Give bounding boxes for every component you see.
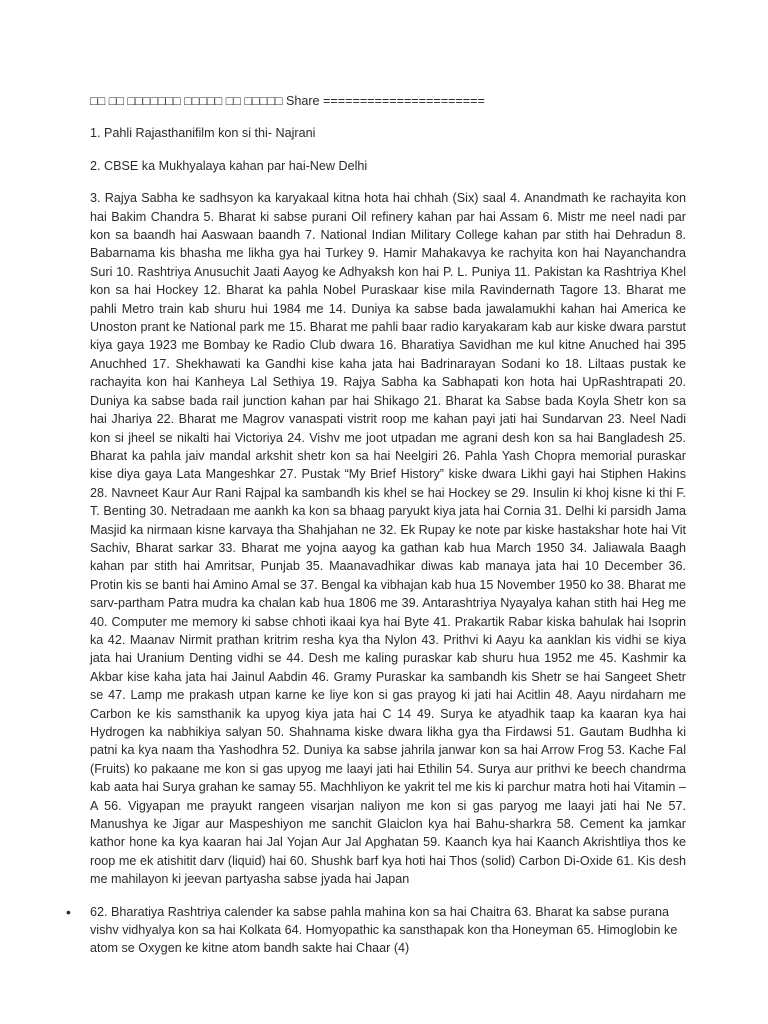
question-paragraph: 3. Rajya Sabha ke sadhsyon ka karyakaal kitna hota hai chhah (Six) saal 4. Anandmath ke rachayita kon hai Bakim Chandra 5. Bharat ki sabse purani Oil refinery kahan par hai Assam 6. Mistr me neel nadi par kon sa baandh hai Aaswaan baandh 7. National Indian Military College kahan par stith hai Dehradun 8. Babarnama kis bhasha me likha gya hai Turkey 9. Hamir Mahakavya ke rachyita kon hai Nayanchandra Suri 10. Rashtriya Anusuchit Jaati Aayog ke Adhyaksh kon hai P. L. Puniya 11. Pakistan ka Rashtriya Khel kon sa hai Hockey 12. Bharat ka pahla Nobel Puraskaar kise mila Ravindernath Tagore 13. Bharat me pahli Metro train kab shuru hui 1984 me 14. Duniya ka sabse bada jawalamukhi kahan hai America ke Unoston prant ke National park me 15. Bharat me pahli baar radio karyakaram kab aur kiske dwara parstut kiya gaya 1923 me Bombay ke Radio Club dwara 16. Bharatiya Savidhan me kul kitne Anuched hai 395 Anuchhed 17. Shekhawati ka Gandhi kise kaha jata hai Badrinarayan Sodani ko 18. Liltaas pustak ke rachayita kon hai Kanheya Lal Sethiya 19. Rajya Sabha ka Sabhapati kon hota hai UpRashtrapati 20. Duniya ka sabse bada rail junction kahan par hai Shikago 21. Bharat ka Sabse bada Koyla Shetr kon sa hai Jhariya 22. Bharat me Magrov vanaspati vistrit roop me kahan payi jati hai Sundarvan 23. Neel Nadi kon si jheel se nikalti hai Victoriya 24. Vishv me joot utpadan me agrani desh kon sa hai Bangladesh 25. Bharat ka pahla jaiv mandal arkshit shetr kon sa hai Neelgiri 26. Pahla Yash Chopra memorial puraskar kise diya gaya Lata Mangeshkar 27. Pustak “My Brief History” kiske dwara Likhi gayi hai Stiphen Hakins 28. Navneet Kaur Aur Rani Rajpal ka sambandh kis khel se hai Hockey se 29. Insulin ki khoj kisne ki thi F. T. Benting 30. Netradaan me aankh ka kon sa bhaag paryukt kiya jata hai Cornia 31. Delhi ki parsidh Jama Masjid ka nirmaan kisne karvaya tha Shahjahan ne 32. Ek Rupay ke note par kiske hastakshar hote hai Vit Sachiv, Bharat sarkar 33. Bharat me yojna aayog ka gathan kab hua March 1950 34. Jaliawala Baagh kahan par stith hai Amritsar, Punjab 35. Maanavadhikar diwas kab manaya jata hai 10 December 36. Protin kis se banti hai Amino Amal se 37. Bengal ka vibhajan kab hua 15 November 1950 ko 38. Bharat me sarv-partham Patra mudra ka chalan kab hua 1806 me 39. Antarashtriya Nyayalya kahan stith hai Heg me 40. Computer me memory ki sabse chhoti ikaai kya hai Byte 41. Prakartik Rabar kiska bahulak hai Isoprin ka 42. Maanav Nirmit prathan kritrim resha kya tha Nylon 43. Prithvi ki Aayu ka aanklan kis vidhi se kiya jata hai Uranium Denting vidhi se 44. Desh me kaling puraskar kab shuru hua 1952 me 45. Kashmir ka Akbar kise kaha jata hai Jainul Aabdin 46. Gramy Puraskar ka sambandh kis Shetr se hai Sangeet Shetr se 47. Lamp me prakash utpan karne ke liye kon si gas prayog ki jati hai Acitlin 48. Aayu nirdaharn me Carbon ke kis samsthanik ka upyog kiya jata hai C 14 49. Surya ke atyadhik taap ka kaaran kya hai Hydrogen ka nabhikiya salyan 50. Shahnama kiske dwara likha gya tha Firdawsi 51. Gautam Budhha ki patni ka kya naam tha Yashodhra 52. Duniya ka sabse jahrila janwar kon sa hai Arrow Frog 53. Kache Fal (Fruits) ko pakaane me kon si gas upyog me laayi jati hai Ethilin 54. Surya aur prithvi ke beech chandrma kab aata hai Surya grahan ke samay 55. Machhliyon ke yakrit tel me kis ki parchur matra hoti hai Vitamin – A 56. Vigyapan me prayukt rangeen visarjan naliyon me kon si gas paryog me laayi jati hai Ne 57. Manushya ke Jigar aur Maspeshiyon me sanchit Glaiclon kya hai Bahu-sharkra 58. Cement ka jamkar kathor hone ka kya kaaran hai Jal Yojan Aur Jal Apghatan 59. Kaanch kya hai Kaanch Akrishtliya thos ke roop me ek atishitit darv (liquid) hai 60. Shushk barf kya hoti hai Thos (solid) Carbon Di-Oxide 61. Kis desh me mahilayon ki jeevan partyasha sabse jyada hai Japan <box>90 191 686 887</box>
document-header: □□ □□ □□□□□□□ □□□□□ □□ □□□□□ Share ====================== <box>90 94 485 108</box>
bullet-icon: • <box>66 903 71 920</box>
list-item <box>66 903 686 958</box>
list-item-text: 62. Bharatiya Rashtriya calender ka sabse pahla mahina kon sa hai Chaitra 63. Bharat ka sabse purana vishv vidhyalya kon sa hai Kolkata 64. Homyopathic ka sansthapak kon tha Honeyman 65. Himoglobin ke atom se Oxygen ke kitne atom bandh sakte hai Chaar (4) <box>90 904 678 956</box>
bullet-list <box>66 903 686 958</box>
question-item-1: 1. Pahli Rajasthanifilm kon si thi- Najrani <box>90 126 316 141</box>
question-item-2: 2. CBSE ka Mukhyalaya kahan par hai-New Delhi <box>90 158 368 173</box>
document-body <box>66 92 686 958</box>
